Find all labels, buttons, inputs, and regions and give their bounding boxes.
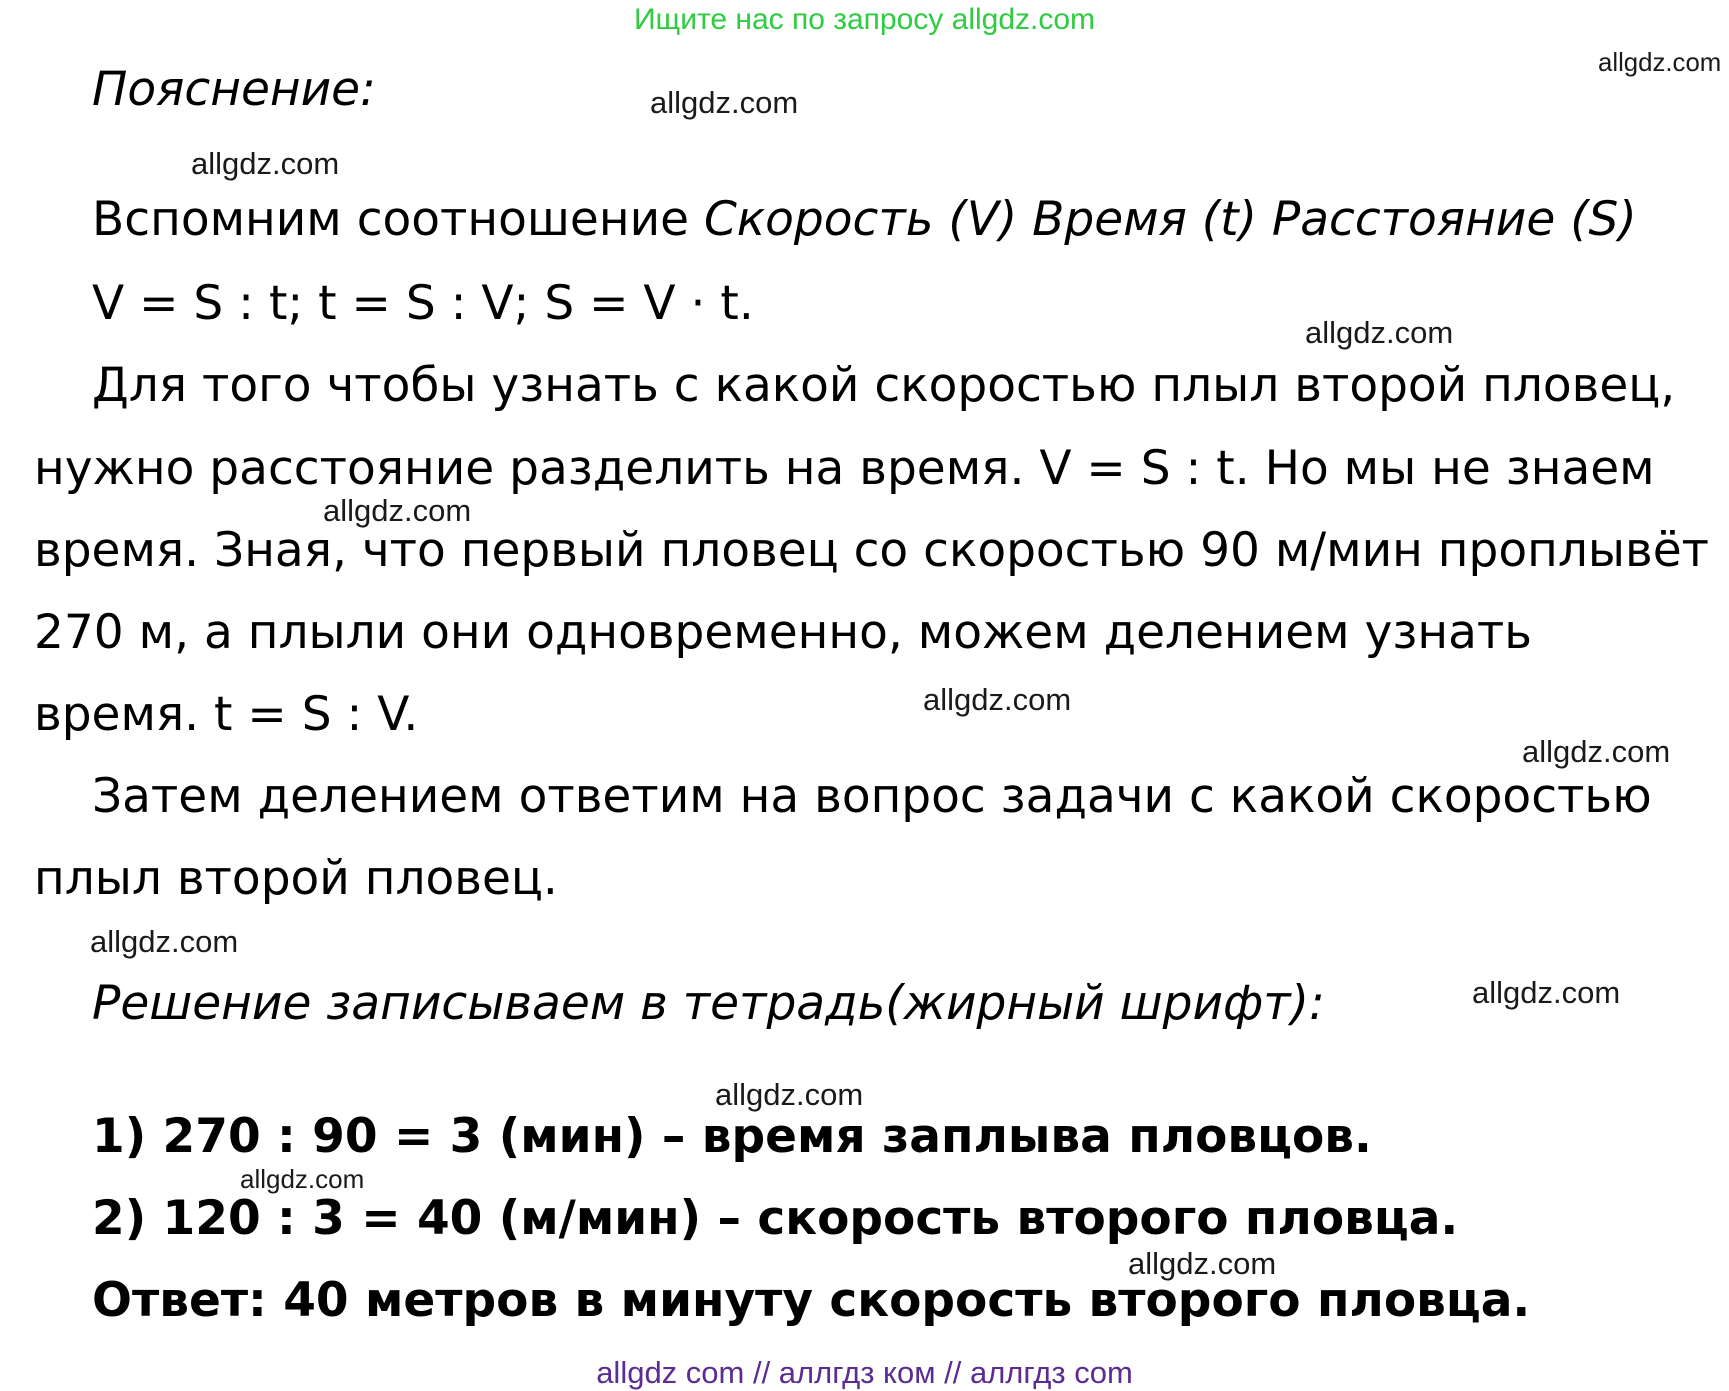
watermark: allgdz.com <box>323 493 472 528</box>
watermark: allgdz.com <box>1598 47 1722 77</box>
explanation-heading: Пояснение: <box>92 62 376 117</box>
formulas-line: V = S : t; t = S : V; S = V · t. <box>92 276 754 331</box>
solution-step-1: 1) 270 : 90 = 3 (мин) – время заплыва пловцов. <box>92 1109 1372 1164</box>
solution-heading: Решение записываем в тетрадь(жирный шрифт): <box>92 976 1325 1031</box>
watermark: allgdz.com <box>1305 315 1454 350</box>
watermark: allgdz.com <box>650 85 799 120</box>
watermark: allgdz.com <box>90 924 239 959</box>
paragraph-1-line-5: время. t = S : V. <box>34 687 419 742</box>
bottom-footer: allgdz com // аллгдз ком // аллгдз com <box>596 1355 1133 1390</box>
watermark: allgdz.com <box>715 1077 864 1112</box>
watermark: allgdz.com <box>240 1164 365 1194</box>
paragraph-1-line-4: 270 м, а плыли они одновременно, можем делением узнать <box>34 605 1532 660</box>
watermark: allgdz.com <box>1128 1246 1277 1281</box>
paragraph-1-line-2: нужно расстояние разделить на время. V = S : t. Но мы не знаем <box>34 441 1655 496</box>
top-banner: Ищите нас по запросу allgdz.com <box>633 3 1096 36</box>
recall-prefix: Вспомним соотношение <box>92 192 704 247</box>
paragraph-2-line-1: Затем делением ответим на вопрос задачи с какой скоростью <box>92 769 1652 824</box>
watermark: allgdz.com <box>1522 734 1671 769</box>
paragraph-1-line-1: Для того чтобы узнать с какой скоростью плыл второй пловец, <box>92 358 1676 413</box>
watermark: allgdz.com <box>923 682 1072 717</box>
solution-answer: Ответ: 40 метров в минуту скорость второго пловца. <box>92 1273 1531 1328</box>
recall-line <box>92 192 1637 247</box>
paragraph-2-line-2: плыл второй пловец. <box>34 851 558 906</box>
solution-step-2: 2) 120 : 3 = 40 (м/мин) – скорость второго пловца. <box>92 1191 1459 1246</box>
watermark: allgdz.com <box>1472 975 1621 1010</box>
watermark: allgdz.com <box>191 146 340 181</box>
recall-terms: Скорость (V) Время (t) Расстояние (S) <box>703 192 1637 247</box>
paragraph-1-line-3: время. Зная, что первый пловец со скоростью 90 м/мин проплывёт <box>34 523 1709 578</box>
